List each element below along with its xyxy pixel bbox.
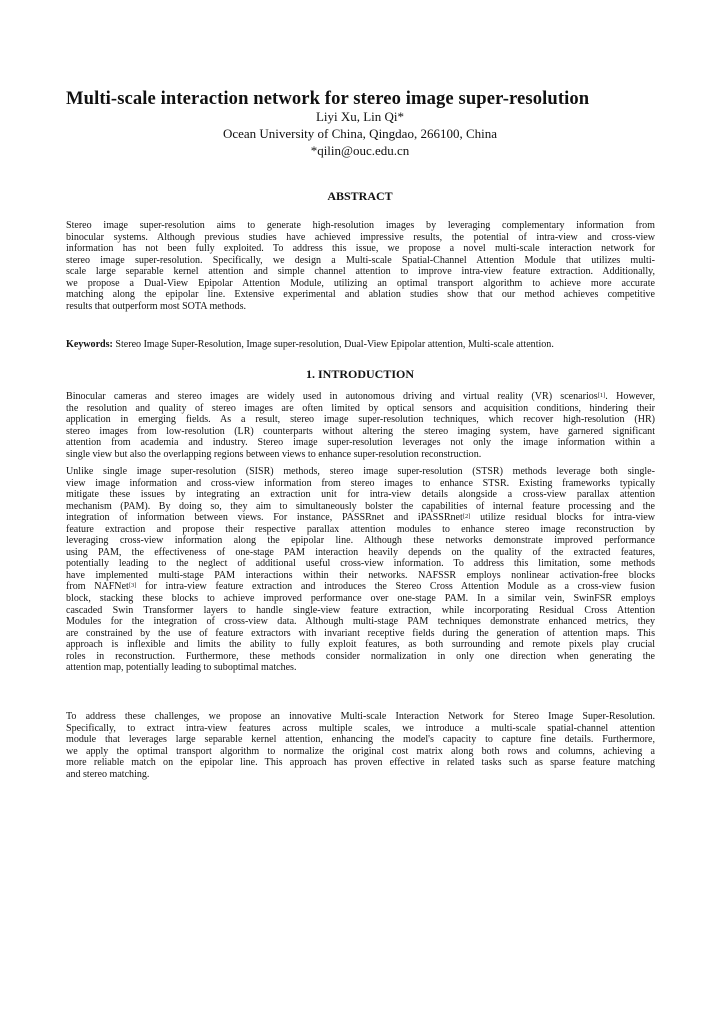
intro-p2-line: using PAM, the effectiveness of one-stage PAM interaction heavily depends on the quality of the extracted features, <box>66 546 655 558</box>
email: *qilin@ouc.edu.cn <box>310 143 410 158</box>
intro-p3-line: To address these challenges, we propose an innovative Multi-scale Interaction Network for Stereo Image Super-Resolution. <box>66 711 655 722</box>
intro-paragraph-3 <box>66 711 655 780</box>
intro-p2-line: feature extraction and propose their respective parallax attention modules to enhance stereo image reconstruction by <box>66 523 655 535</box>
affiliation: Ocean University of China, Qingdao, 266100, China <box>222 126 498 141</box>
intro-p2-line: cascaded Swin Transformer layers to handle single-view feature extraction, while incorporating Residual Cross Attention <box>66 604 655 616</box>
intro-p1-line: Binocular cameras and stereo images are widely used in autonomous driving and virtual reality (VR) scenarios[1]. However, <box>66 391 655 402</box>
abstract-line: Stereo image super-resolution aims to generate high-resolution images by leveraging complementary information from <box>66 220 655 231</box>
intro-p2-line: potentially leading to the neglect of additional useful cross-view information. To address this limitation, some methods <box>66 558 655 570</box>
intro-p3-line: more reliable match on the epipolar line. This approach has proven effective in related tasks such as sparse feature matching <box>66 757 655 769</box>
intro-p1-line: single view but also the overlapping regions between views to enhance super-resolution reconstruction. <box>66 448 482 460</box>
abstract-line: scale large separable kernel attention and simple channel attention to improve intra-view feature extraction. Additionally, <box>66 266 655 278</box>
abstract-line: stereo image super-resolution. Specifically, we design a Multi-scale Spatial-Channel Attention Module that utilizes multi- <box>66 254 655 266</box>
keywords-text: Stereo Image Super-Resolution, Image super-resolution, Dual-View Epipolar attention, Multi-scale attention. <box>112 339 554 350</box>
intro-p2-line: leveraging cross-view information along the epipolar line. Although these networks demonstrate improved performance <box>66 535 655 547</box>
keywords-label: Keywords: <box>66 339 113 350</box>
intro-p2-line: have implemented multi-stage PAM interactions within their networks. NAFSSR employs nonlinear activation-free blocks <box>66 569 655 581</box>
intro-p3-line: and stereo matching. <box>66 768 150 780</box>
intro-p3-line: we apply the optimal transport algorithm to normalize the original cost matrix along both rows and columns, achieving a <box>66 745 655 757</box>
intro-paragraph-1 <box>66 391 655 460</box>
abstract-line: information has not been fully exploited. To address this issue, we propose a novel multi-scale interaction network for <box>66 243 655 255</box>
authors: Liyi Xu, Lin Qi* <box>315 109 405 124</box>
intro-p1-line: stereo images from low-resolution (LR) counterparts without altering the stereo imaging system, have garnered significant <box>66 425 655 437</box>
abstract-line: we propose a Dual-View Epipolar Attention Module, utilizing an optimal transport algorithm to achieve more accurate <box>66 277 655 289</box>
intro-p3-line: Specifically, to extract intra-view features across multiple scales, we introduce a multi-scale spatial-channel attention <box>66 722 655 734</box>
intro-p3-line: module that leverages large separable kernel attention, enhancing the model's capacity to capture fine details. Furthermore, <box>66 734 655 746</box>
intro-p2-line: mechanism (PAM). By doing so, they aim to simultaneously bolster the capabilities of internal feature processing and the <box>66 500 655 512</box>
intro-p2-line: from NAFNet[3] for intra-view feature extraction and introduces the Stereo Cross Attention Module as a cross-view fusion <box>66 581 655 593</box>
keywords <box>66 339 655 351</box>
intro-p2-line: view image information and cross-view information from stereo images to enhance STSR. Existing frameworks typically <box>66 477 655 489</box>
abstract-paragraph <box>66 220 655 312</box>
intro-p1-line: application in emerging fields. As a result, stereo image super-resolution techniques, which recover high-resolution (HR) <box>66 414 655 426</box>
intro-p2-line: are constrained by the use of feature extractors with invariant receptive fields during the generation of attention maps. This <box>66 627 655 639</box>
intro-p1-line: attention from academia and industry. Stereo image super-resolution leverages not only the image information within a <box>66 437 655 449</box>
intro-p2-line: approach is inflexible and limits the ability to fully exploit features, as both surrounding and remote pixels play crucial <box>66 639 655 651</box>
intro-p1-line: the resolution and quality of stereo images are often limited by optical sensors and acquisition conditions, hindering their <box>66 402 655 414</box>
intro-p2-line: Unlike single image super-resolution (SISR) methods, stereo image super-resolution (STSR) methods leverage both single- <box>66 466 655 477</box>
citation-reference[interactable]: [3] <box>128 582 137 590</box>
abstract-heading: ABSTRACT <box>327 189 393 203</box>
abstract-line: matching along the epipolar line. Extensive experimental and ablation studies show that our method achieves competitive <box>66 289 655 301</box>
intro-p2-line: attention map, potentially leading to suboptimal matches. <box>66 662 297 674</box>
intro-paragraph-2 <box>66 466 655 674</box>
paper-title: Multi-scale interaction network for stereo image super-resolution <box>66 88 590 109</box>
abstract-line: results that outperform most SOTA methods. <box>66 300 247 312</box>
intro-p2-line: mitigate these issues by integrating an extraction unit for intra-view details alongside a cross-view parallax attention <box>66 489 655 501</box>
intro-p2-line: block, stacking these blocks to achieve improved performance over one-stage PAM. In a similar vein, SwinFSR employs <box>66 593 655 605</box>
intro-p2-line: roles in reconstruction. Furthermore, these methods consider normalization in only one direction when generating the <box>66 650 655 662</box>
intro-p2-line: Modules for the integration of cross-view data. Although multi-stage PAM techniques demonstrate enhanced metrics, they <box>66 616 655 628</box>
introduction-heading: 1. INTRODUCTION <box>305 367 414 381</box>
abstract-line: binocular systems. Although previous studies have achieved impressive results, the potential of intra-view and cross-view <box>66 231 655 243</box>
citation-reference[interactable]: [1] <box>597 392 606 399</box>
citation-reference[interactable]: [2] <box>462 513 471 521</box>
intro-p2-line: integration of information between views. For instance, PASSRnet and iPASSRnet[2] utilize residual blocks for intra-view <box>66 512 655 524</box>
